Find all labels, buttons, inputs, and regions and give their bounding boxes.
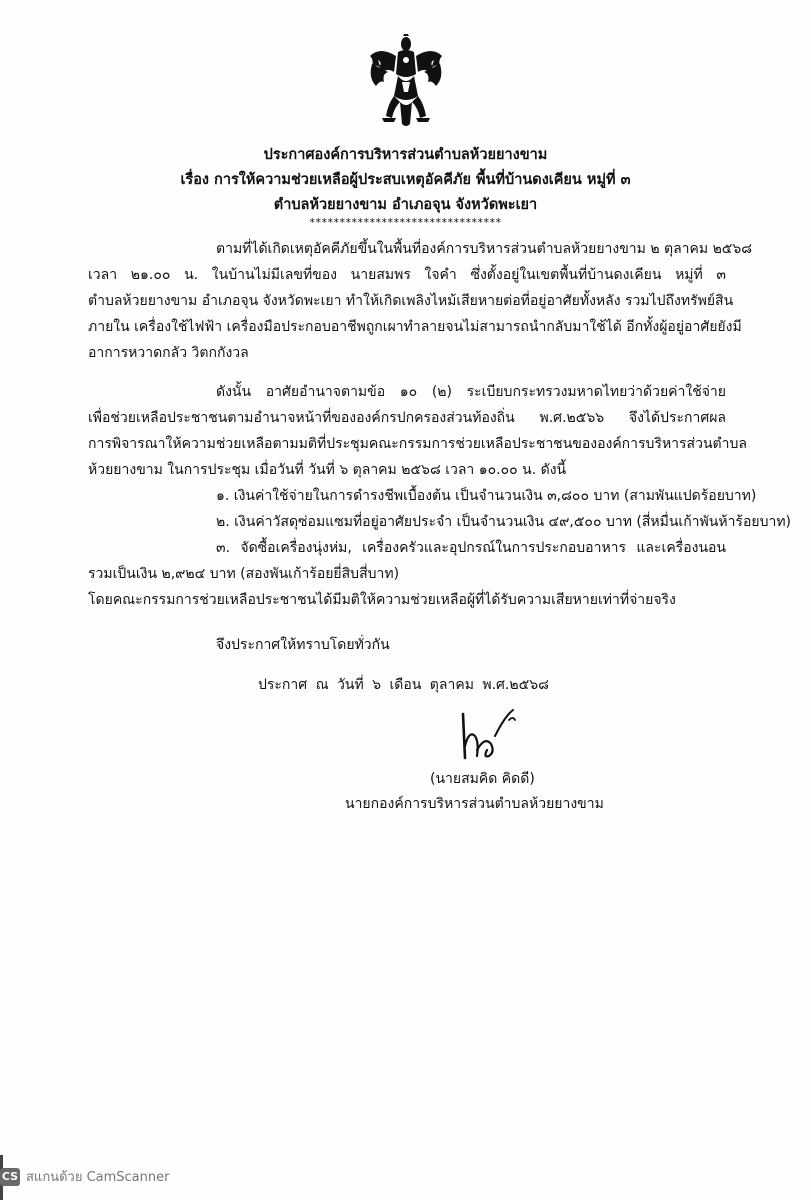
list-item-3-total: รวมเป็นเงิน ๒,๙๒๔ บาท (สองพันเก้าร้อยยี่สิบสี่บาท) (88, 566, 400, 582)
para2-line-3: การพิจารณาให้ความช่วยเหลือตามมติที่ประชุมคณะกรรมการช่วยเหลือประชาชนขององค์การบริหารส่วนตำบล (88, 436, 747, 452)
para2-line-1: ดังนั้น อาศัยอำนาจตามข้อ ๑๐ (๒) ระเบียบกระทรวงมหาดไทยว่าด้วยค่าใช้จ่าย (216, 384, 726, 400)
para1-line-5: อาการหวาดกลัว วิตกกังวล (88, 345, 249, 361)
header-separator: ******************************** (309, 216, 502, 229)
camscanner-logo-icon: CS (0, 1168, 20, 1186)
garuda-emblem-icon (366, 34, 446, 130)
para1-line-1: ตามที่ได้เกิดเหตุอัคคีภัยขึ้นในพื้นที่องค์การบริหารส่วนตำบลห้วยยางขาม ๒ ตุลาคม ๒๕๖๘ (216, 241, 753, 257)
announcement-title: ประกาศองค์การบริหารส่วนตำบลห้วยยางขาม (263, 147, 548, 163)
camscanner-text: สแกนด้วย CamScanner (26, 1170, 170, 1185)
handwritten-signature (455, 706, 525, 766)
camscanner-footer (0, 1166, 169, 1187)
signer-position: นายกองค์การบริหารส่วนตำบลห้วยยางขาม (345, 796, 604, 812)
para1-line-4: ภายใน เครื่องใช้ไฟฟ้า เครื่องมือประกอบอาชีพถูกเผาทำลายจนไม่สามารถนำกลับมาใช้ได้ อีกทั้งผู้อยู่อาศัยยังมี (88, 319, 742, 335)
announce-text: จึงประกาศให้ทราบโดยทั่วกัน (216, 637, 390, 653)
signer-name: (นายสมคิด คิดดี) (430, 771, 535, 787)
announcement-subject: เรื่อง การให้ความช่วยเหลือผู้ประสบเหตุอัคคีภัย พื้นที่บ้านดงเคียน หมู่ที่ ๓ (180, 172, 631, 188)
list-item-3: ๓. จัดซื้อเครื่องนุ่งห่ม, เครื่องครัวและอุปกรณ์ในการประกอบอาหาร และเครื่องนอน (216, 540, 726, 556)
closing-text: โดยคณะกรรมการช่วยเหลือประชาชนได้มีมติให้ความช่วยเหลือผู้ที่ได้รับความเสียหายเท่าที่จ่ายจริง (88, 592, 676, 608)
list-item-2: ๒. เงินค่าวัสดุซ่อมแซมที่อยู่อาศัยประจำ เป็นจำนวนเงิน ๔๙,๕๐๐ บาท (สี่หมื่นเก้าพันห้าร้อยบาท) (216, 514, 792, 530)
announcement-location: ตำบลห้วยยางขาม อำเภอจุน จังหวัดพะเยา (273, 197, 538, 213)
list-item-1: ๑. เงินค่าใช้จ่ายในการดำรงชีพเบื้องต้น เป็นจำนวนเงิน ๓,๘๐๐ บาท (สามพันแปดร้อยบาท) (216, 488, 757, 504)
para1-line-3: ตำบลห้วยยางขาม อำเภอจุน จังหวัดพะเยา ทำให้เกิดเพลิงไหม้เสียหายต่อที่อยู่อาศัยทั้งหลัง รวมไปถึงทรัพย์สิน (88, 293, 734, 309)
date-line: ประกาศ ณ วันที่ ๖ เดือน ตุลาคม พ.ศ.๒๕๖๘ (258, 677, 549, 693)
para2-line-4: ห้วยยางขาม ในการประชุม เมื่อวันที่ วันที่ ๖ ตุลาคม ๒๕๖๘ เวลา ๑๐.๐๐ น. ดังนี้ (88, 462, 567, 478)
para2-line-2: เพื่อช่วยเหลือประชาชนตามอำนาจหน้าที่ขององค์กรปกครองส่วนท้องถิ่น พ.ศ.๒๕๖๖ จึงได้ประกาศผล (88, 410, 726, 426)
para1-line-2: เวลา ๒๑.๐๐ น. ในบ้านไม่มีเลขที่ของ นายสมพร ใจคำ ซึ่งตั้งอยู่ในเขตพื้นที่บ้านดงเคียน หมู่ที่ ๓ (88, 267, 726, 283)
